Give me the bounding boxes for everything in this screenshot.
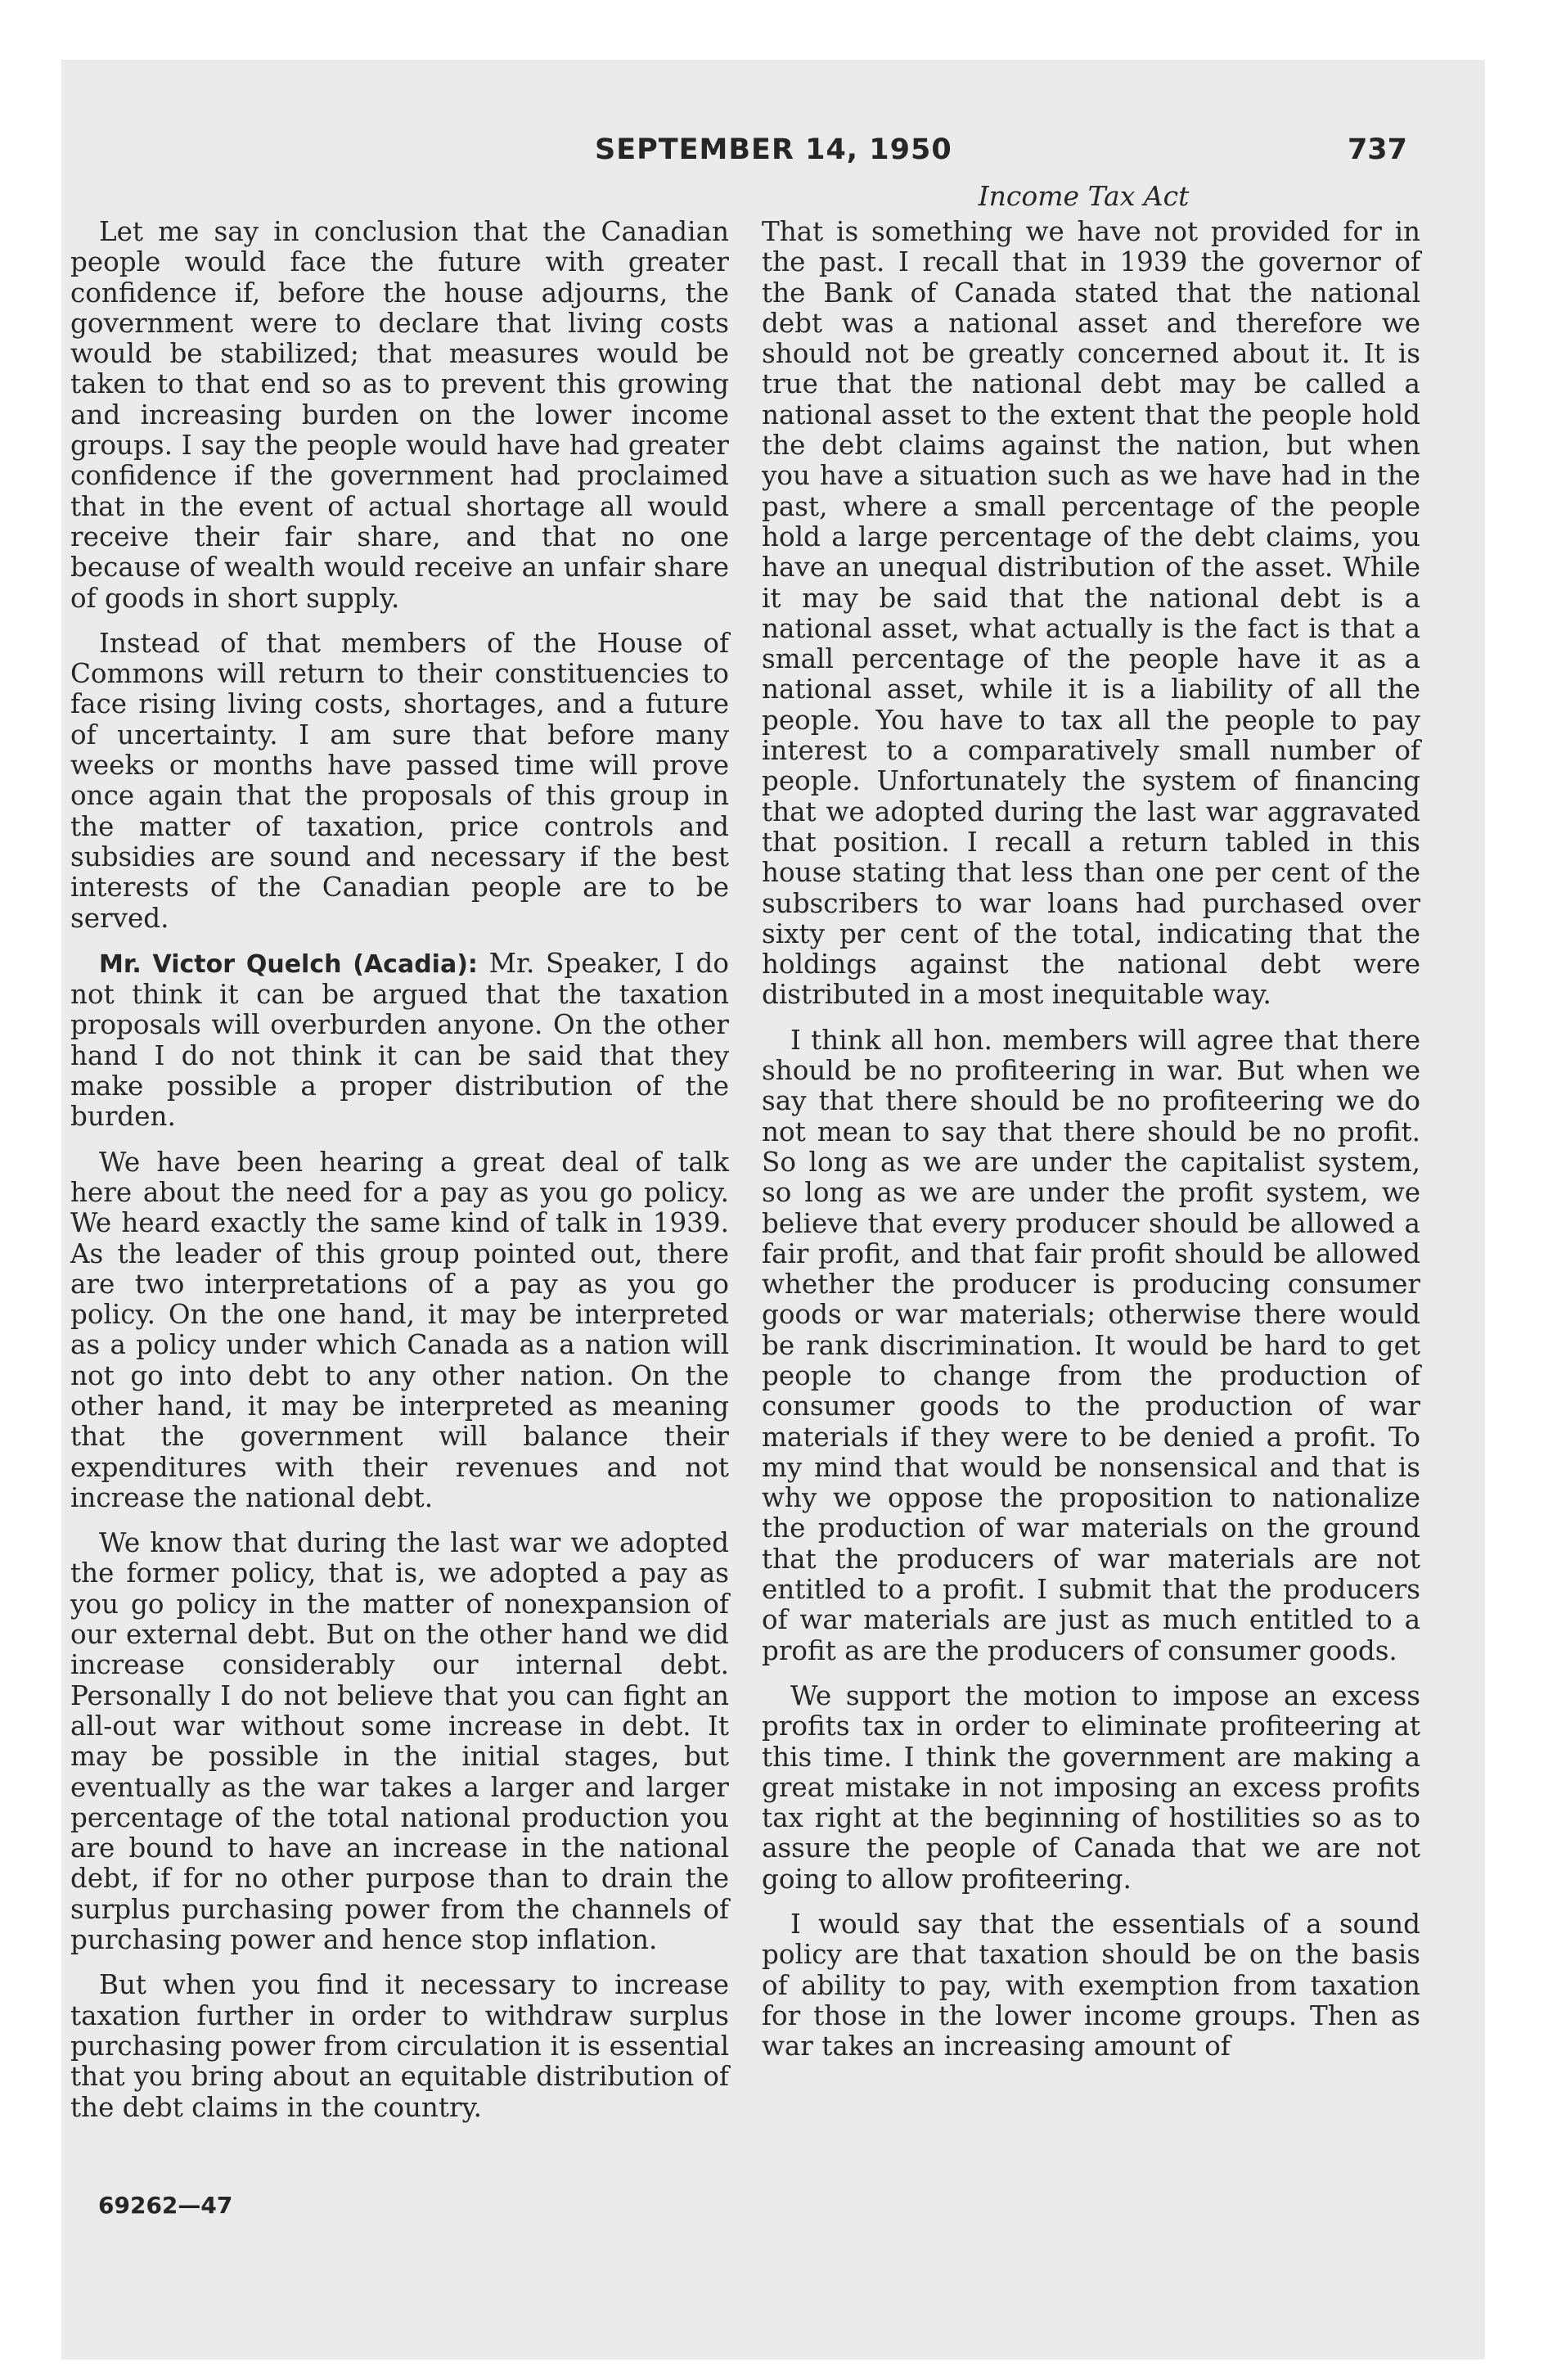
paragraph: I think all hon. members will agree that there should be no profiteering in war. But when we say that there should be no profiteering we do not mean to say that there should be no profit. So long as we are under the capitalist system, so long as we are under the profit system, we believe that every producer should be allowed a fair profit, and that fair profit should be allowed whether the producer is producing consumer goods or war materials; otherwise there would be rank discrimination. It would be hard to get people to change from the production of consumer goods to the production of war materials if they were to be denied a profit. To my mind that would be nonsensical and that is why we oppose the proposition to nationalize the production of war materials on the ground that the producers of war materials are not entitled to a profit. I submit that the producers of war materials are just as much entitled to a profit as are the producers of consumer goods. xyxy=(762,1024,1420,1666)
paragraph: I would say that the essentials of a sound policy are that taxation should be on the basis of ability to pay, with exemption from taxation for those in the lower income groups. Then as war takes an increasing amount of xyxy=(762,1909,1420,2062)
speech-text: Mr. Speaker, I do not think it can be argued that the taxation proposals will overburden anyone. On the other hand I do not think it can be said that they make possible a proper distribution of the burden. xyxy=(70,947,729,1133)
document-page xyxy=(61,60,1485,2360)
right-column xyxy=(762,217,1420,2062)
left-column xyxy=(70,217,729,2123)
speaker-name: Mr. Victor Quelch (Acadia): xyxy=(99,949,478,979)
paragraph: Let me say in conclusion that the Canadian people would face the future with greater confidence if, before the house adjourns, the government were to declare that living costs would be stabilized; that measures would be taken to that end so as to prevent this growing and increasing burden on the lower income groups. I say the people would have had greater confidence if the government had proclaimed that in the event of actual shortage all would receive their fair share, and that no one because of wealth would receive an unfair share of goods in short supply. xyxy=(70,216,729,614)
paragraph: But when you find it necessary to increase taxation further in order to withdraw surplus purchasing power from circulation it is essential that you bring about an equitable distribution of the debt claims in the country. xyxy=(70,1969,729,2123)
paragraph: We know that during the last war we adopted the former policy, that is, we adopted a pay as you go policy in the matter of nonexpansion of our external debt. But on the other hand we did increase considerably our internal debt. Personally I do not believe that you can fight an all-out war without some increase in debt. It may be possible in the initial stages, but eventually as the war takes a larger and larger percentage of the total national production you are bound to have an increase in the national debt, if for no other purpose than to drain the surplus purchasing power from the channels of purchasing power and hence stop inflation. xyxy=(70,1527,729,1956)
paragraph: We have been hearing a great deal of talk here about the need for a pay as you go policy. We heard exactly the same kind of talk in 1939. As the leader of this group pointed out, there are two interpretations of a pay as you go policy. On the one hand, it may be interpreted as a policy under which Canada as a nation will not go into debt to any other nation. On the other hand, it may be interpreted as meaning that the government will balance their expenditures with their revenues and not increase the national debt. xyxy=(70,1146,729,1513)
running-head: Income Tax Act xyxy=(978,180,1190,212)
printer-signature: 69262—47 xyxy=(98,2192,233,2219)
page-header xyxy=(61,133,1485,183)
page-number: 737 xyxy=(1347,133,1407,166)
paragraph-continued: That is something we have not provided for in the past. I recall that in 1939 the governor of the Bank of Canada stated that the national debt was a national asset and therefore we should not be greatly concerned about it. It is true that the national debt may be called a national asset to the extent that the people hold the debt claims against the nation, but when you have a situation such as we have had in the past, where a small percentage of the people hold a large percentage of the debt claims, you have an unequal distribution of the asset. While it may be said that the national debt is a national asset, what actually is the fact is that a small percentage of the people have it as a national asset, while it is a liability of all the people. You have to tax all the people to pay interest to a comparatively small number of people. Unfortunately the system of financing that we adopted during the last war aggravated that position. I recall a return tabled in this house stating that less than one per cent of the subscribers to war loans had purchased over sixty per cent of the total, indicating that the holdings against the national debt were distributed in a most inequitable way. xyxy=(762,216,1420,1011)
speaker-paragraph xyxy=(70,949,729,1133)
header-date: SEPTEMBER 14, 1950 xyxy=(595,133,952,166)
paragraph: We support the motion to impose an excess profits tax in order to eliminate profiteering at this time. I think the government are making a great mistake in not imposing an excess profits tax right at the beginning of hostilities so as to assure the people of Canada that we are not going to allow profiteering. xyxy=(762,1679,1420,1895)
paragraph: Instead of that members of the House of Commons will return to their constituencies to face rising living costs, shortages, and a future of uncertainty. I am sure that before many weeks or months have passed time will prove once again that the proposals of this group in the matter of taxation, price controls and subsidies are sound and necessary if the best interests of the Canadian people are to be served. xyxy=(70,627,729,934)
